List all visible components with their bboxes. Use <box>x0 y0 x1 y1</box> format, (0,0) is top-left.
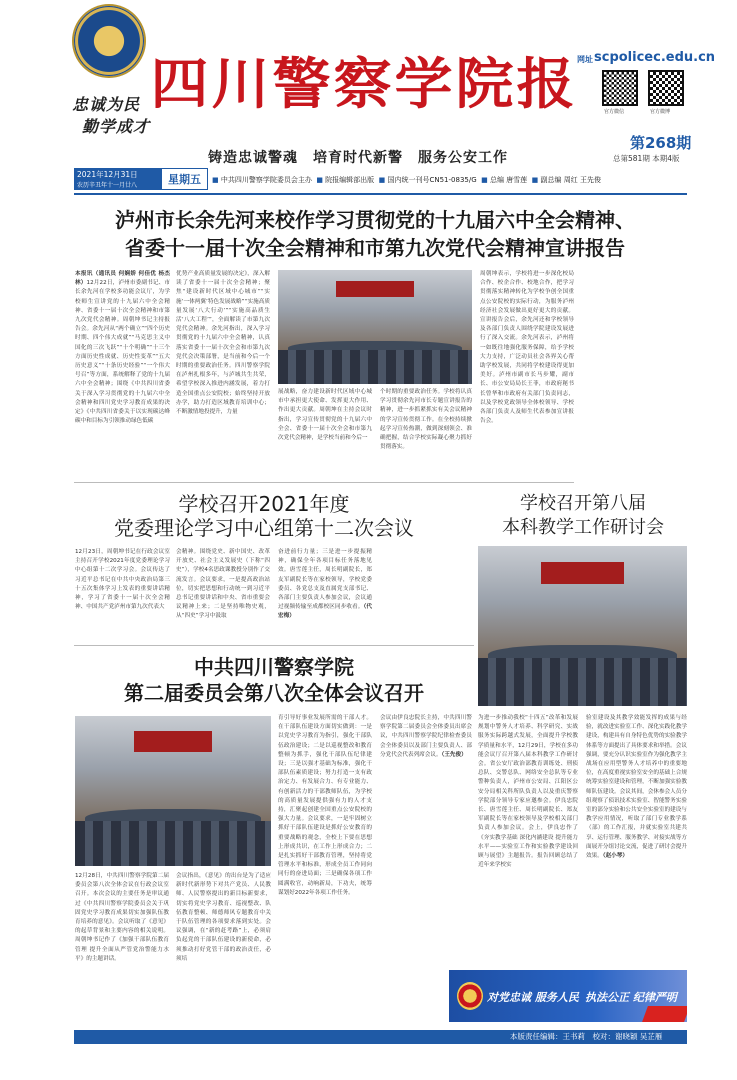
article2-col2: 会精神。围绕党史、新中国史、改革开放史、社会主义发展史（下称“四史”），学校4名思政课教授分别作了交流发言。会议要求，一是提高政治站位，切实把思想和行动统一到习近平总书记重要讲话和中央、省市重要会议精神上来；二是坚持唯物史观，从“四史”学习中汲取 <box>176 549 270 620</box>
qr-code-weibo[interactable] <box>648 70 684 106</box>
total-issue: 总第581期 本期4版 <box>613 154 680 163</box>
article1-col1 <box>75 270 170 475</box>
lecture-photo <box>278 270 472 384</box>
article2-col3-text: 奋进前行力量；三是进一步提振精神，确保全年各项目标任务落地见效。唐雪莲主任，周长明副院长，郑友军副院长等在家校领导，学校党委委员、各党总支及直属党支部书记、各部门主要负责人参加会议，会议通过视频传输至成都校区同步收看。 <box>278 549 372 611</box>
article3-col2 <box>586 714 687 964</box>
article1-col5: 周朝坤表示，学校将进一步深化校局合作、校企合作、校地合作，把学习贯彻落实精神转化为学校争创全国重点公安院校的实际行动，为服务泸州经济社会发展做出更好更大的贡献。宣讲报告会后，余先河还和学校领导及各部门负责人围绕学院建设发展进行了深入交流。余先河表示，泸州将一如既往地强化服务保障，给予学校大力支持，广泛动员社会各界关心帮助学校发展，共同将学校建设得更加美好。泸州市副市长马步耀，副市长、市公安局局长王菲，市政府秘书长曾华和市政府有关部门负责同志，以及学校党政领导全体校领导、学校各部门负责人及师生代表参加宣讲报告会。 <box>480 271 574 425</box>
qr-code-wechat[interactable] <box>602 70 638 106</box>
headline-3-line-1: 学校召开第八届 <box>520 493 646 514</box>
lunar-date: 农历辛丑年十一月廿八 <box>77 182 138 189</box>
article4-col1: 12月28日，中共四川警察学院第二届委员会第八次全体会议在行政会议室召开。本次会议的主要任务是审议通过《中共四川警察学院委员会关于巩固党史学习教育成果切实加强队伍教育培养的意见》。会议听取了《意见》的起草背景和主要内容的相关说明。周朝坤书记作了《加强干部队伍教育管理 提升全面从严管党治警能力水平》的主题讲话。 <box>75 873 169 962</box>
motto-left-1: 忠诚为民 <box>72 95 141 114</box>
square-icon: ■ <box>378 176 386 184</box>
square-icon: ■ <box>531 176 539 184</box>
headline-3-line-2: 本科教学工作研讨会 <box>502 517 664 538</box>
banner-text-1: 对党忠诚 服务人民 <box>487 991 579 1004</box>
square-icon: ■ <box>481 176 488 184</box>
divider <box>74 482 574 483</box>
article4-col4-text: 会议由伊良忠院长主持，中共四川警察学院第二届委员会全体委员出席会议，中共四川警察学院纪律检查委员会全体委员以及部门主要负责人、部分党代会代表列席会议。 <box>380 715 472 758</box>
article1-col1-text: 12月22日，泸州市委副书记、市长余先河在学校多功能会议厅，为学校师生宣讲党的十九届六中全会精神、省委十一届十次全会精神和市第九次党代会精神。周朝坤书记主持报告会。余先河从“两个确立”“四个历史时期、四个伟大成就”“马克思主义中国化的三次飞跃”“十个明确”“十三个方面历史性成就、历史性变革”“五大历史意义”“十条历史经验”“一个伟大号召”等方面，系统解释了党的十九届六中全会精神；围绕《中共四川省委关于深入学习贯彻党的十九届六中全会精神和四川党史学习教育成果的决定》《中共四川省委关于以实现碳达峰碳中和目标为引领推动绿色低碳 <box>75 280 170 425</box>
banner-accent <box>642 1006 687 1022</box>
slogan: 铸造忠诚警魂 培育时代新警 服务公安工作 <box>208 150 508 166</box>
article3-credit: （赵小琴） <box>602 853 628 860</box>
newspaper-title: 四川警察学院报 <box>150 51 578 117</box>
headline-1-line-2: 省委十一届十次全会精神和市第九次党代会精神宣讲报告 <box>125 236 625 260</box>
headline-1-line-1: 泸州市长余先河来校作学习贯彻党的十九届六中全会精神、 <box>115 208 635 232</box>
article3-col1: 为进一步推动我校“十四五”改革和发展规划中警务人才培养、科学研究、实战服务实际跨越式发展，全面提升学校教学质量和水平，12月29日，学校在多功能会议厅召开第八届本科教学工作研讨会。省公安厅政治部教育训练处、刑侦总队、交警总队、网络安全总队等专业警种负责人，泸州市公安局、江阳区公安分局相关科所队负责人以及重庆警察学院部分领导专家应邀参会。伊良忠院长、唐雪莲主任、周长明副院长、郑友军副院长等在家校领导及学校相关部门负责人参加会议。会上，伊良忠作了《夯实教学基础 深化内涵建设 提升能力水平——实验室工作和实验教学建设回顾与展望》主题报告。报告回顾总结了近年来学校实 <box>478 715 578 869</box>
info-chief-editor: 总编 唐雪莲 <box>489 176 528 184</box>
article2-credit: （代宏梅） <box>278 604 372 620</box>
info-publisher: 院报编辑部出版 <box>325 176 375 184</box>
headline-4-line-2: 第二届委员会第八次全体会议召开 <box>124 681 424 705</box>
plenary-photo <box>75 716 271 866</box>
date: 2021年12月31日 <box>77 170 138 179</box>
article2-col3 <box>278 548 372 636</box>
square-icon: ■ <box>316 176 323 184</box>
weekday: 星期五 <box>161 168 208 190</box>
qr-label-weibo: 官方微博 <box>650 109 671 115</box>
article1-col3: 展战略，奋力建设新时代区域中心城市中承担更大使命、发挥更大作用、作出更大贡献。周朝坤在主持会议时指出，学习宣传贯彻党的十九届六中全会、省委十一届十次全会和市第九次党代会精神，是学校当前和今后一 <box>278 389 372 442</box>
article1-col4: 个时期的重要政治任务。学校将认真学习贯彻余先河市长专题宣讲报告的精神，进一步抓紧抓实有关会议精神的学习宣传贯彻工作。在全校持续掀起学习宣传热潮，做到深刻领会、准确把握，结合学校实际凝心聚力抓好贯彻落实。 <box>380 389 472 451</box>
slogan-banner <box>449 970 687 1022</box>
info-deputy-editors: 副总编 周红 王先俊 <box>540 176 601 184</box>
seminar-photo <box>478 546 687 706</box>
website-url[interactable]: scpolicec.edu.cn <box>594 50 716 65</box>
article3-col2-text: 验室建设及其教学效能发挥的成果与经验，就改进实验室工作、深化实践化教学建设，构建具有自身特色优势的实验教学体系等方面提出了具体要求和举措。会议强调，要充分认识实验室作为强化教学主战场在应用型警务人才培养中的重要地位，在高度重视实验室安全的基础上合规统筹实验室建设和管理，不断加强实验教师队伍建设。会议其间，会休参会人员分组观察了侦讯技术实验室、智能警务实验室的部分实验和公共安全实验室的建设与教学应用情况，听取了部门专业教学系（部）的工作汇报，并就实验室共建共享、运行管理、服务教学、对接实战等方面展开分组讨论交流，促进了研讨会提升效果。 <box>586 715 687 860</box>
square-icon: ■ <box>212 176 219 184</box>
headline-2-line-2: 党委理论学习中心组第十二次会议 <box>114 516 414 540</box>
article4-credit: （王先俊） <box>441 751 467 758</box>
headline-4-line-1: 中共四川警察学院 <box>194 655 354 679</box>
banner-text-2: 执法公正 纪律严明 <box>585 991 677 1004</box>
qr-label-wechat: 官方微信 <box>604 109 625 115</box>
college-emblem <box>74 6 144 76</box>
website-label: 网址 <box>577 55 593 64</box>
article4-col3: 育引导好事业发展所需的干部人才。在干部队伍建设方面切实做到：一是以党史学习教育为指引，强化干部队伍政治建设；二是以巡视整改和教育整顿为抓手，强化干部队伍纪律建设；三是以强才基础为标准，强化干部队伍素质建设；努力打造一支有政治定力、有发展合力、有专业能力、有创新活力的干部教师队伍，为学校的高质量发展提供强有力的人才支持，汇聚起创建全国重点公安院校的强大力量。会议要求，一是牢固树立抓好干部队伍建设是抓好公安教育的重要战略的观念，全校上下要在思想上形成共识，在工作上形成合力；二是扎实抓好干部教育管理，坚持将党管理水平和标准，形成全员工作同向同行的奋进局面；三是确保各项工作圆满收官，动响新局，下功夫，统筹谋划好2022年各项工作任务。 <box>278 715 372 896</box>
article2-col1: 12月23日，周朝坤书记在行政会议室主持召开学校2021年度党委理论学习中心组第十二次学习会。会议传达了习近平总书记在中共中央政治局第三十五次集体学习上发表的重要讲话精神，学习了省委十一届十次全会精神、中国共产党泸州市第九次代表大 <box>75 549 170 611</box>
info-sponsor: 中共四川警察学院委员会主办 <box>220 176 312 184</box>
article1-col2: 优势产业高质量发展的决定》，深入解读了省委十一届十次全会精神；聚焦“建设新时代区域中心城市”“实施‘一体两翼’特色发展战略”“实施高质量发展‘八大行动’”“实施高品质生活‘八大工程’”，全面解读了市第九次党代会精神。余先河指出，深入学习贯彻党的十九届六中全会精神，认真落实省委十一届十次全会和市第九次党代会决策部署，是当前和今后一个时期的重要政治任务。四川警察学院在泸州扎根多年，与泸城共生共荣，希望学校深入推进内涵发展，着力打造全国重点公安院校；始终坚持开放办学，助力打造区域教育培训中心；不断激情地投提升，力量 <box>176 271 270 416</box>
motto-left-2: 勤学成才 <box>82 117 151 136</box>
issue-number: 第268期 <box>630 134 692 152</box>
headline-2-line-1: 学校召开2021年度 <box>178 492 350 516</box>
info-bar <box>212 175 601 185</box>
article4-col2: 会议指出，《意见》的出台是为了适应新时代新形势下对共产党员、人民教师、人民警察提出的新目标新要求，切实将党史学习教育、巡视整改、队伍教育整顿、师德师风专题教育中关于队伍管理的各项要求落到实处。会议强调，在“新的赶考路”上，必须肩负起党的干部队伍建设的新使命，必须推动打好党管干部的政治责任，必须培 <box>176 873 271 962</box>
police-badge-icon <box>457 982 483 1010</box>
article1-byline: 本报讯（通讯员 何娴娇 何佳优 杨杰林） <box>75 271 170 287</box>
masthead-rule <box>74 193 687 195</box>
info-issn: 国内统一刊号CN51-0835/G <box>387 176 477 184</box>
footer-editor: 本版责任编辑：王书莉 校对：谢晓颖 吴芷雁 <box>510 1032 663 1041</box>
divider <box>74 645 474 646</box>
